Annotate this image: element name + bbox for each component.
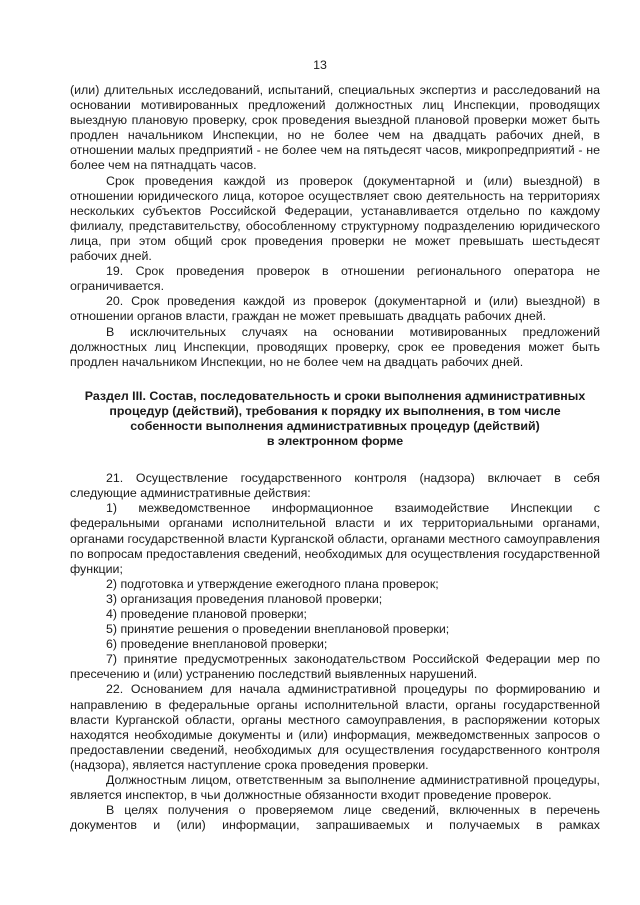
paragraph: 21. Осуществление государственного контроля (надзора) включает в себя следующие административные действия: (70, 471, 600, 501)
bottom-paragraphs (70, 471, 600, 833)
top-paragraphs (70, 83, 600, 370)
heading-line: процедур (действий), требования к порядку их выполнения, в том числе (109, 403, 561, 418)
heading-line: в электронном форме (266, 434, 404, 449)
section-heading (70, 389, 600, 449)
page-number: 13 (313, 58, 327, 72)
paragraph: В исключительных случаях на основании мотивированных предложений должностных лиц Инспекции, проводящих проверку, срок ее проведения может быть продлен начальником Инспекции, но не более чем на двадцать рабочих дней. (70, 324, 600, 369)
paragraph: 19. Срок проведения проверок в отношении регионального оператора не ограничивается. (70, 264, 600, 294)
paragraph: 6) проведение внеплановой проверки; (106, 637, 328, 652)
paragraph: 22. Основанием для начала административной процедуры по формированию и направлению в федеральные органы исполнительной власти, органы государственной власти Курганской области, органы местного самоуправления, в распоряжении которых находятся необходимые документы и (или) информация, межведомственных запросов о предоставлении сведений, необходимых для осуществления государственного контроля (надзора), является наступление срока проведения проверки. (70, 682, 600, 772)
paragraph: 20. Срок проведения каждой из проверок (документарной и (или) выездной) в отношении органов власти, граждан не может превышать двадцать рабочих дней. (70, 294, 600, 324)
heading-line: Раздел III. Состав, последовательность и сроки выполнения административных (84, 388, 586, 403)
paragraph: В целях получения о проверяемом лице сведений, включенных в перечень документов и (или) информации, запрашиваемых и получаемых в рамках (70, 803, 600, 833)
document-body (70, 83, 600, 833)
paragraph: Должностным лицом, ответственным за выполнение административной процедуры, является инспектор, в чьи должностные обязанности входит проведение проверок. (70, 773, 600, 803)
heading-line: собенности выполнения административных процедур (действий) (130, 418, 540, 433)
paragraph: 2) подготовка и утверждение ежегодного плана проверок; (106, 576, 439, 591)
paragraph: 7) принятие предусмотренных законодательством Российской Федерации мер по пресечению и (или) устранению последствий выявленных нарушений. (70, 652, 600, 682)
paragraph: 5) принятие решения о проведении внеплановой проверки; (106, 622, 450, 637)
paragraph: 3) организация проведения плановой проверки; (106, 591, 383, 606)
paragraph: Срок проведения каждой из проверок (документарной и (или) выездной) в отношении юридического лица, которое осуществляет свою деятельность на территориях нескольких субъектов Российской Федерации, устанавливается отдельно по каждому филиалу, представительству, обособленному структурному подразделению юридического лица, при этом общий срок проведения проверки не может превышать шестьдесят рабочих дней. (70, 173, 600, 264)
paragraph: 1) межведомственное информационное взаимодействие Инспекции с федеральными органами исполнительной власти и их территориальными органами, органами государственной власти Курганской области, органами местного самоуправления по вопросам предоставления сведений, необходимых для осуществления государственной функции; (70, 501, 600, 576)
paragraph: 4) проведение плановой проверки; (106, 607, 307, 621)
paragraph: (или) длительных исследований, испытаний, специальных экспертиз и расследований на основании мотивированных предложений должностных лиц Инспекции, проводящих выездную плановую проверку, срок проведения выездной плановой проверки может быть продлен начальником Инспекции, но не более чем на двадцать рабочих дней, в отношении малых предприятий - не более чем на пятьдесят часов, микропредприятий - не более чем на пятнадцать часов. (70, 83, 600, 173)
